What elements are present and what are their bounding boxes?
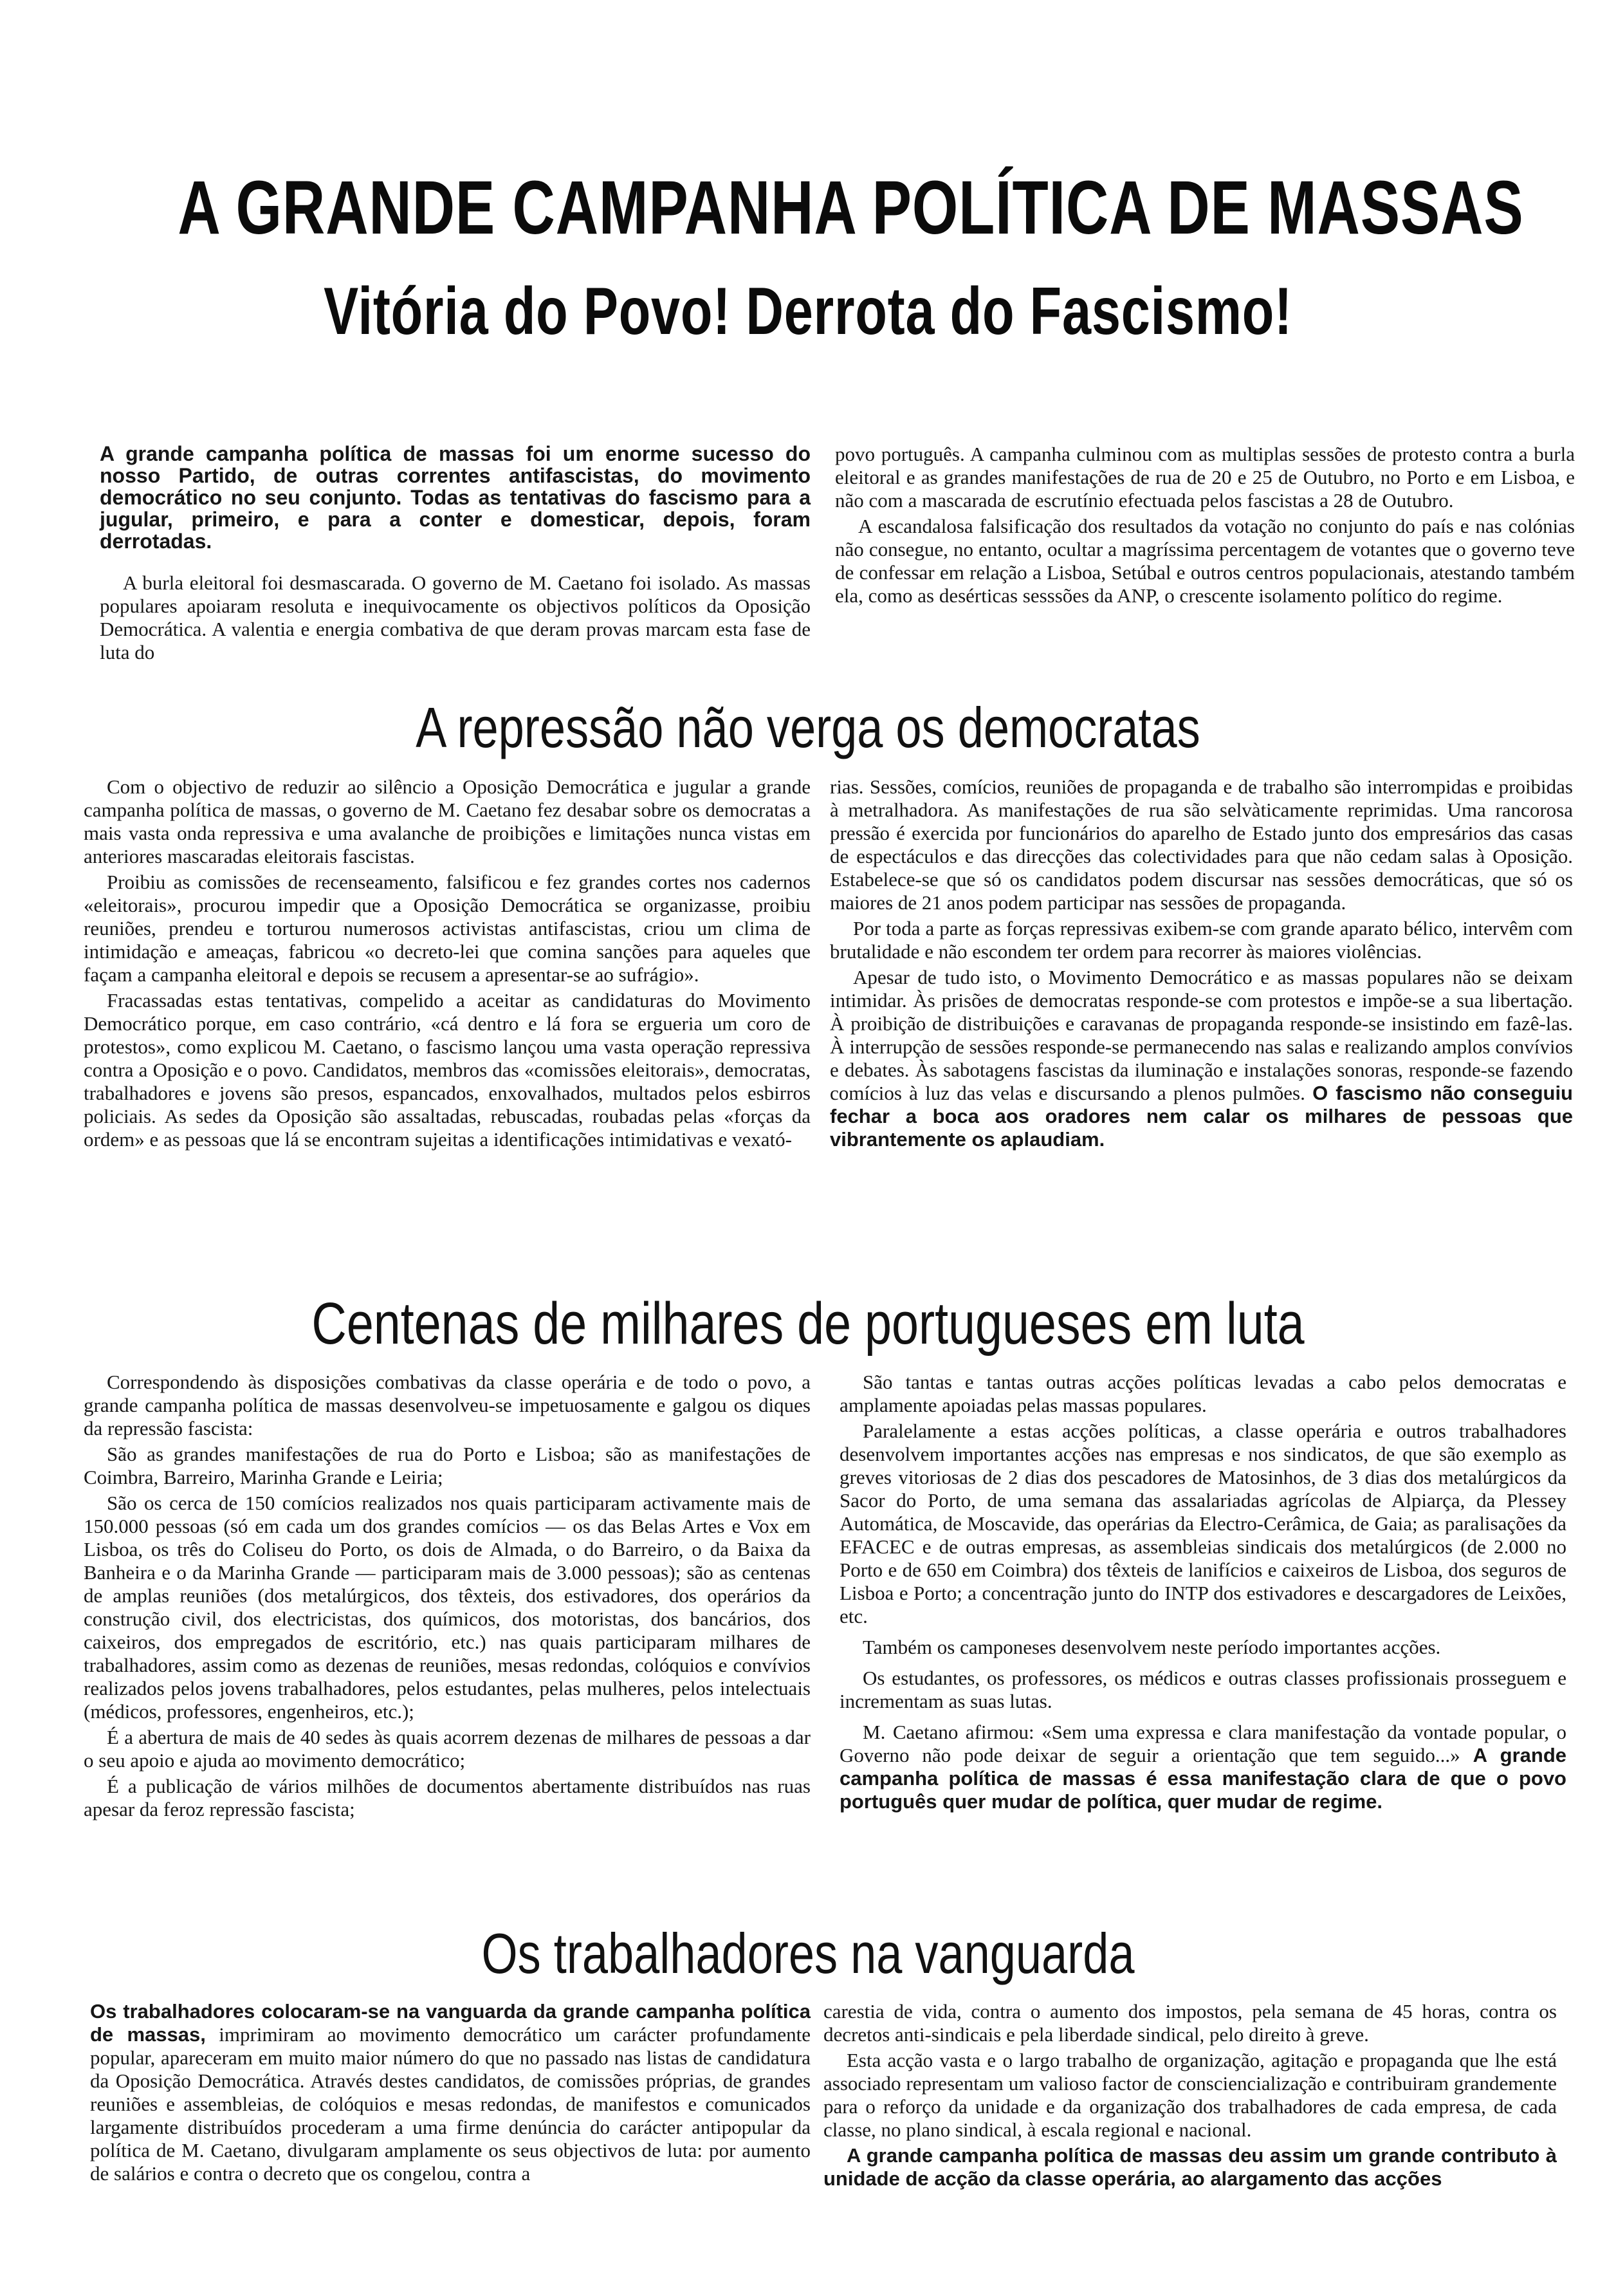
intro-lead: A grande campanha política de massas foi um enorme sucesso do nosso Partido, de outras correntes antifascistas, do movimento democrático no seu conjunto. Todas as tentativas do fascismo para a jugular, primeiro, e para a conter e domesticar, depois, foram derrotadas. bbox=[100, 442, 811, 553]
section3-right-paragraph-1: carestia de vida, contra o aumento dos impostos, pela semana de 45 horas, contra os decretos anti-sindicais e pela liberdade sindical, pelo direito à greve. bbox=[823, 2000, 1557, 2046]
section1-right-paragraph-3-text: Apesar de tudo isto, o Movimento Democrático e as massas populares não se deixam intimidar. Às prisões de democratas responde-se com protestos e impõe-se a sua libertação. À proibição de distribuições e caravanas de propaganda responde-se insistindo em fazê-las. À interrupção de sessões responde-se permanecendo nas salas e realizando amplos convívios e debates. Às sabotagens fascistas da iluminação e instalações sonoras, responde-se fazendo comícios à luz das velas e discursando a plenos pulmões. bbox=[830, 966, 1573, 1104]
section2-left-paragraph-2: São as grandes manifestações de rua do Porto e Lisboa; são as manifestações de Coimbra, Barreiro, Marinha Grande e Leiria; bbox=[84, 1443, 811, 1488]
section3-left-column bbox=[90, 2000, 811, 2188]
section-title-repressao: A repressão não verga os democratas bbox=[416, 696, 1200, 759]
section1-left-column bbox=[84, 775, 811, 1154]
intro-left-column bbox=[100, 443, 811, 667]
section2-left-paragraph-3: São os cerca de 150 comícios realizados nos quais participaram activamente mais de 150.000 pessoas (só em cada um dos grandes comícios — os das Belas Artes e Vox em Lisboa, os três do Coliseu do Porto, os dois de Almada, o do Barreiro, o da Baixa da Banheira e o da Marinha Grande — participaram mais de 3.000 pessoas); são as centenas de amplas reuniões (dos metalúrgicos, dos têxteis, dos estivadores, dos operários da construção civil, dos electricistas, dos químicos, dos motoristas, dos bancários, dos caixeiros, dos empregados de escritório, etc.) nas quais participaram milhares de trabalhadores, assim como as dezenas de reuniões, mesas redondas, colóquios e convívios realizados pelos jovens trabalhadores, pelos estudantes, pelas mulheres, pelos intelectuais (médicos, professores, engenheiros, etc.); bbox=[84, 1492, 811, 1723]
intro-right-paragraph-2: A escandalosa falsificação dos resultados da votação no conjunto do país e nas colónias não consegue, no entanto, ocultar a magríssima percentagem de votantes que o governo teve de confessar em relação a Lisboa, Setúbal e outros centros populacionais, atestando também ela, como as desérticas sesssões da ANP, o crescente isolamento político do regime. bbox=[835, 515, 1575, 607]
section3-right-column bbox=[823, 2000, 1557, 2193]
section3-right-paragraph-2: Esta acção vasta e o largo trabalho de organização, agitação e propaganda que lhe está associado representam um valioso factor de consciencialização e contribuiram grandemente para o reforço da unidade e da organização dos trabalhadores de cada empresa, de cada classe, no plano sindical, à escala regional e nacional. bbox=[823, 2049, 1557, 2141]
intro-right-paragraph-1: povo português. A campanha culminou com as multiplas sessões de protesto contra a burla eleitoral e as grandes manifestações de rua de 20 e 25 de Outubro, no Porto e em Lisboa, e não com a mascarada de escrutínio efectuada pelos fascistas a 28 de Outubro. bbox=[835, 443, 1575, 512]
section3-right-paragraph-3: A grande campanha política de massas deu assim um grande contributo à unidade de acção da classe operária, ao alargamento das acções bbox=[823, 2144, 1557, 2190]
section1-left-paragraph-2: Proibiu as comissões de recenseamento, falsificou e fez grandes cortes nos cadernos «eleitorais», procurou impedir que a Oposição Democrática se organizasse, proibiu reuniões, prendeu e torturou numerosos activistas antifascistas, criou um clima de intimidação e ameaças, fabricou «o decreto-lei que comina sanções para aqueles que façam a campanha eleitoral e depois se recusem a apresentar-se ao sufrágio». bbox=[84, 871, 811, 986]
section2-right-paragraph-1: São tantas e tantas outras acções políticas levadas a cabo pelos democratas e amplamente apoiadas pelas massas populares. bbox=[840, 1371, 1566, 1416]
section1-left-paragraph-1: Com o objectivo de reduzir ao silêncio a Oposição Democrática e jugular a grande campanha política de massas, o governo de M. Caetano fez desabar sobre os democratas a mais vasta onda repressiva e uma avalanche de proibições e limitações nunca vistas em anteriores mascaradas eleitorais fascistas. bbox=[84, 775, 811, 867]
section1-right-paragraph-2: Por toda a parte as forças repressivas exibem-se com grande aparato bélico, intervêm com brutalidade e não escondem ter ordem para recorrer às maiores violências. bbox=[830, 917, 1573, 963]
section2-right-paragraph-5-text: M. Caetano afirmou: «Sem uma expressa e clara manifestação da vontade popular, o Governo não pode deixar de seguir a orientação que tem seguido...» bbox=[840, 1721, 1566, 1766]
section2-left-paragraph-1: Correspondendo às disposições combativas da classe operária e de todo o povo, a grande campanha política de massas desenvolveu-se impetuosamente e galgou os diques da repressão fascista: bbox=[84, 1371, 811, 1440]
section2-right-paragraph-5 bbox=[840, 1721, 1566, 1813]
section2-right-paragraph-5-bold: A grande campanha política de massas é essa manifestação clara de que o povo português quer mudar de política, quer mudar de regime. bbox=[840, 1744, 1567, 1813]
section-title-centenas: Centenas de milhares de portugueses em luta bbox=[311, 1291, 1305, 1356]
section2-left-paragraph-5: É a publicação de vários milhões de documentos abertamente distribuídos nas ruas apesar da feroz repressão fascista; bbox=[84, 1775, 811, 1820]
section2-right-column bbox=[840, 1371, 1566, 1816]
section2-left-paragraph-4: É a abertura de mais de 40 sedes às quais acorrem dezenas de milhares de pessoas a dar o seu apoio e ajuda ao movimento democrático; bbox=[84, 1726, 811, 1772]
headline-subtitle: Vitória do Povo! Derrota do Fascismo! bbox=[324, 274, 1292, 349]
section3-left-paragraph-1-text: imprimiram ao movimento democrático um carácter profundamente popular, apareceram em muito maior número do que no passado nas listas de candidatura da Oposição Democrática. Através destes candidatos, de comissões próprias, de grandes reuniões e assembleias, de colóquios e mesas redondas, de manifestos e comunicados largamente distribuídos procederam a uma firme denúncia do carácter antipopular da política de M. Caetano, divulgaram amplamente os seus objectivos de luta: por aumento de salários e contra o decreto que os congelou, contra a bbox=[90, 2023, 811, 2185]
section2-right-paragraph-4: Os estudantes, os professores, os médicos e outras classes profissionais prosseguem e incrementam as suas lutas. bbox=[840, 1667, 1566, 1712]
section2-right-paragraph-2: Paralelamente a estas acções políticas, a classe operária e outros trabalhadores desenvolvem importantes acções nas empresas e nos sindicatos, de que são exemplo as greves vitoriosas de 2 dias dos pescadores de Matosinhos, de 3 dias dos metalúrgicos da Sacor do Porto, de uma semana das assalariadas agrícolas de Alpiarça, da Plessey Automática, de Moscavide, das operárias da Electro-Cerâmica, de Gaia; as paralisações da EFACEC e de outras empresas, as assembleias sindicais dos metalúrgicos (de 2.000 no Porto e de 650 em Coimbra) dos têxteis de lanifícios e caixeiros de Lisboa, dos seguros de Lisboa e Porto; a concentração junto do INTP dos estivadores e descargadores de Leixões, etc. bbox=[840, 1420, 1566, 1627]
intro-left-paragraph: A burla eleitoral foi desmascarada. O governo de M. Caetano foi isolado. As massas populares apoiaram resoluta e inequivocamente os objectivos políticos da Oposição Democrática. A valentia e energia combativa de que deram provas marcam esta fase de luta do bbox=[100, 571, 811, 663]
section3-left-paragraph-1-bold: Os trabalhadores colocaram-se na vanguarda da grande campanha política de massas, bbox=[90, 2000, 811, 2046]
section1-right-paragraph-3-bold: O fascismo não conseguiu fechar a boca aos oradores nem calar os milhares de pessoas que vibrantemente os aplaudiam. bbox=[830, 1082, 1573, 1151]
section2-left-column bbox=[84, 1371, 811, 1824]
section1-right-column bbox=[830, 775, 1573, 1154]
section-title-trabalhadores: Os trabalhadores na vanguarda bbox=[481, 1921, 1135, 1985]
section3-left-paragraph-1 bbox=[90, 2000, 811, 2185]
section1-right-paragraph-1: rias. Sessões, comícios, reuniões de propaganda e de trabalho são interrompidas e proibidas à metralhadora. As manifestações de rua são selvàticamente reprimidas. Uma rancorosa pressão é exercida por funcionários do aparelho de Estado junto dos empresários das casas de espectáculos e das direcções das colectividades para que não cedam salas à Oposição. Estabelece-se que só os candidatos podem discursar nas sessões democráticas, que só os maiores de 21 anos podem participar nas sessões de propaganda. bbox=[830, 775, 1573, 914]
headline-title: A GRANDE CAMPANHA POLÍTICA DE MASSAS bbox=[178, 165, 1524, 250]
section1-left-paragraph-3: Fracassadas estas tentativas, compelido a aceitar as candidaturas do Movimento Democrático porque, em caso contrário, «cá dentro e lá fora se ergueria um coro de protestos», como explicou M. Caetano, o fascismo lançou uma vasta operação repressiva contra a Oposição e o povo. Candidatos, membros das «comissões eleitorais», democratas, trabalhadores e jovens são presos, espancados, enxovalhados, multados pelos esbirros policiais. As sedes da Oposição são assaltadas, rebuscadas, roubadas pelas «forças da ordem» e as pessoas que lá se encontram sujeitas a identificações intimidativas e vexató- bbox=[84, 989, 811, 1151]
section1-right-paragraph-3 bbox=[830, 966, 1573, 1151]
section2-right-paragraph-3: Também os camponeses desenvolvem neste período importantes acções. bbox=[863, 1636, 1441, 1658]
intro-right-column bbox=[835, 443, 1575, 610]
